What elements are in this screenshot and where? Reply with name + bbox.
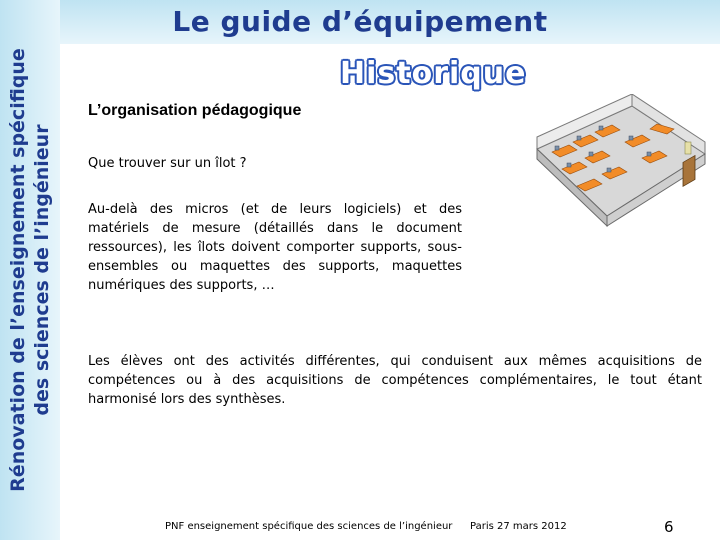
- section-subtitle: L’organisation pédagogique: [88, 102, 302, 119]
- computer-6: [607, 168, 611, 172]
- wall-panel: [685, 142, 691, 154]
- footer-date: Paris 27 mars 2012: [470, 521, 567, 532]
- computer-7: [629, 136, 633, 140]
- computer-5: [589, 152, 593, 156]
- footer-text: PNF enseignement spécifique des sciences de l’ingénieur: [165, 521, 453, 532]
- section-heading: Historique: [340, 56, 527, 91]
- top-banner: [0, 0, 720, 44]
- computer-2: [577, 136, 581, 140]
- classroom-floor: [537, 106, 705, 216]
- paragraph-islands: Au-delà des micros (et de leurs logiciels) et des matériels de mesure (détaillés dans le document ressources), les îlots doivent comporter supports, sous-ensembles ou maquettes des supports, maquettes numériques des supports, …: [88, 202, 462, 293]
- computer-3: [599, 126, 603, 130]
- computer-8: [647, 152, 651, 156]
- slide-header-title: Le guide d’équipement: [172, 5, 548, 38]
- paragraph-students: Les élèves ont des activités différentes, qui conduisent aux mêmes acquisitions de compétences ou à des acquisitions de compétences complémentaires, le tout étant harmonisé lors des synthèses.: [88, 354, 702, 407]
- side-banner-text: [6, 0, 54, 540]
- computer-1: [555, 146, 559, 150]
- side-banner-line-1: Rénovation de l’enseignement spécifique: [7, 48, 29, 492]
- page-number: 6: [664, 518, 674, 536]
- question-text: Que trouver sur un îlot ?: [88, 156, 247, 171]
- side-banner: [0, 0, 60, 540]
- classroom-illustration: [507, 94, 709, 234]
- side-banner-line-2: des sciences de l’ingénieur: [31, 124, 53, 416]
- computer-4: [567, 163, 571, 167]
